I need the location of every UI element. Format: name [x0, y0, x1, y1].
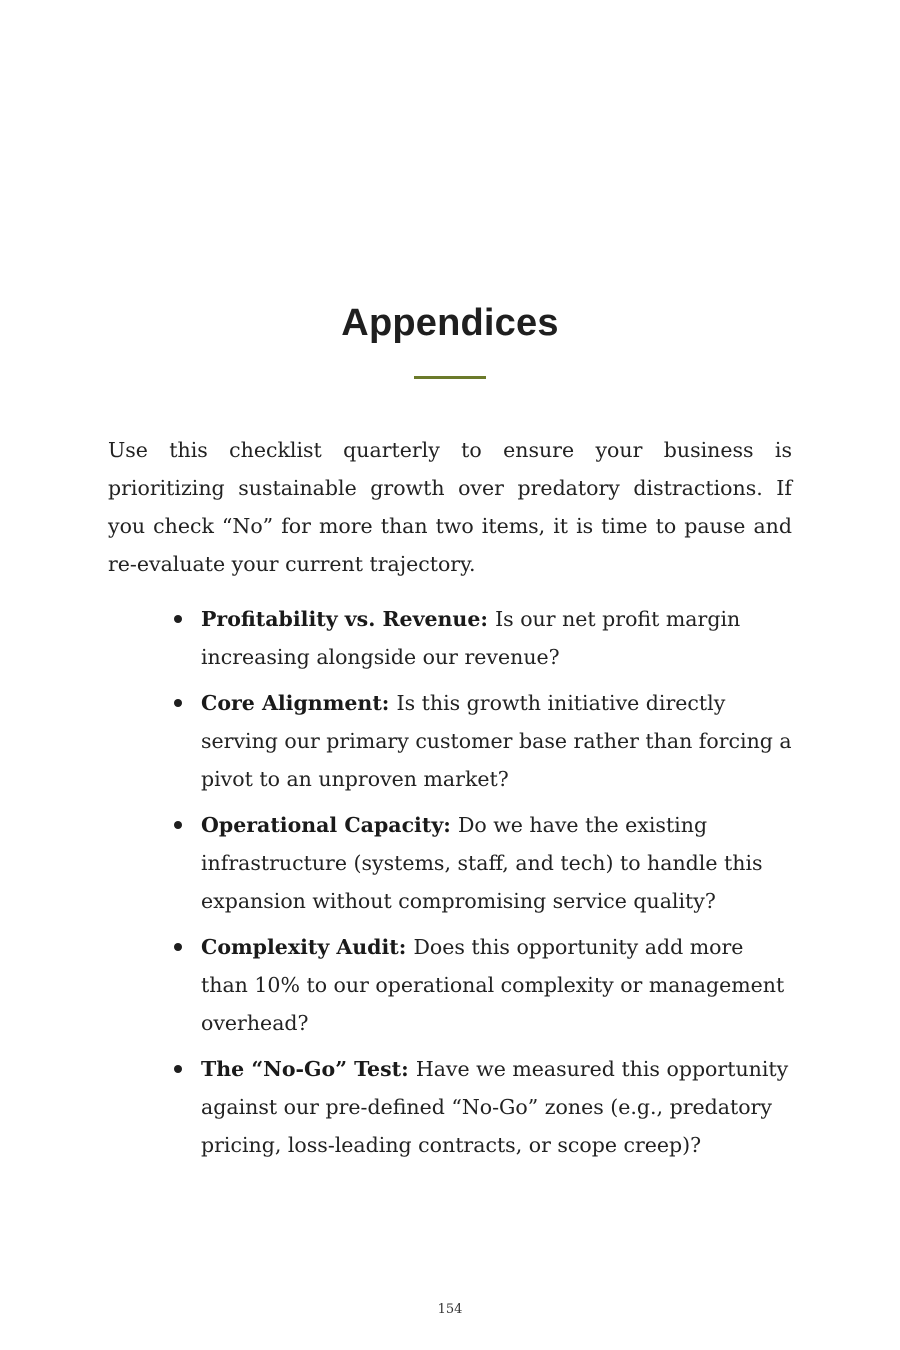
checklist-item-term: Profitability vs. Revenue:: [201, 607, 496, 631]
checklist-item-text: Does this opportunity add more than 10% to our operational complexity or management overhead?: [201, 935, 785, 1035]
checklist-item-text: Is our net profit margin increasing alongside our revenue?: [201, 607, 741, 669]
bullet-icon: [174, 615, 182, 623]
checklist-item-text: Do we have the existing infrastructure (systems, staff, and tech) to handle this expansion without compromising service quality?: [201, 813, 763, 913]
page-number: 154: [437, 1302, 463, 1317]
page-title: Appendices: [341, 302, 559, 344]
checklist-item-term: The “No-Go” Test:: [201, 1057, 416, 1081]
bullet-icon: [174, 821, 182, 829]
checklist-item-term: Core Alignment:: [201, 691, 397, 715]
checklist: [201, 600, 795, 1172]
title-divider: [414, 376, 486, 379]
checklist-item-core-alignment: [201, 684, 795, 798]
checklist-item-term: Operational Capacity:: [201, 813, 458, 837]
checklist-item-operational-capacity: [201, 806, 795, 920]
checklist-item-complexity-audit: [201, 928, 795, 1042]
bullet-icon: [174, 699, 182, 707]
checklist-item-text: Is this growth initiative directly serving our primary customer base rather than forcing a pivot to an unproven market?: [201, 691, 792, 791]
intro-paragraph: Use this checklist quarterly to ensure your business is prioritizing sustainable growth over predatory distractions. If you check “No” for more than two items, it is time to pause and re-evaluate your current trajectory.: [108, 438, 792, 576]
bullet-icon: [174, 1065, 182, 1073]
checklist-item-profitability: [201, 600, 795, 676]
checklist-item-no-go-test: [201, 1050, 795, 1164]
checklist-item-text: Have we measured this opportunity against our pre-defined “No-Go” zones (e.g., predatory pricing, loss-leading contracts, or scope creep)?: [201, 1057, 789, 1157]
checklist-item-term: Complexity Audit:: [201, 935, 414, 959]
bullet-icon: [174, 943, 182, 951]
